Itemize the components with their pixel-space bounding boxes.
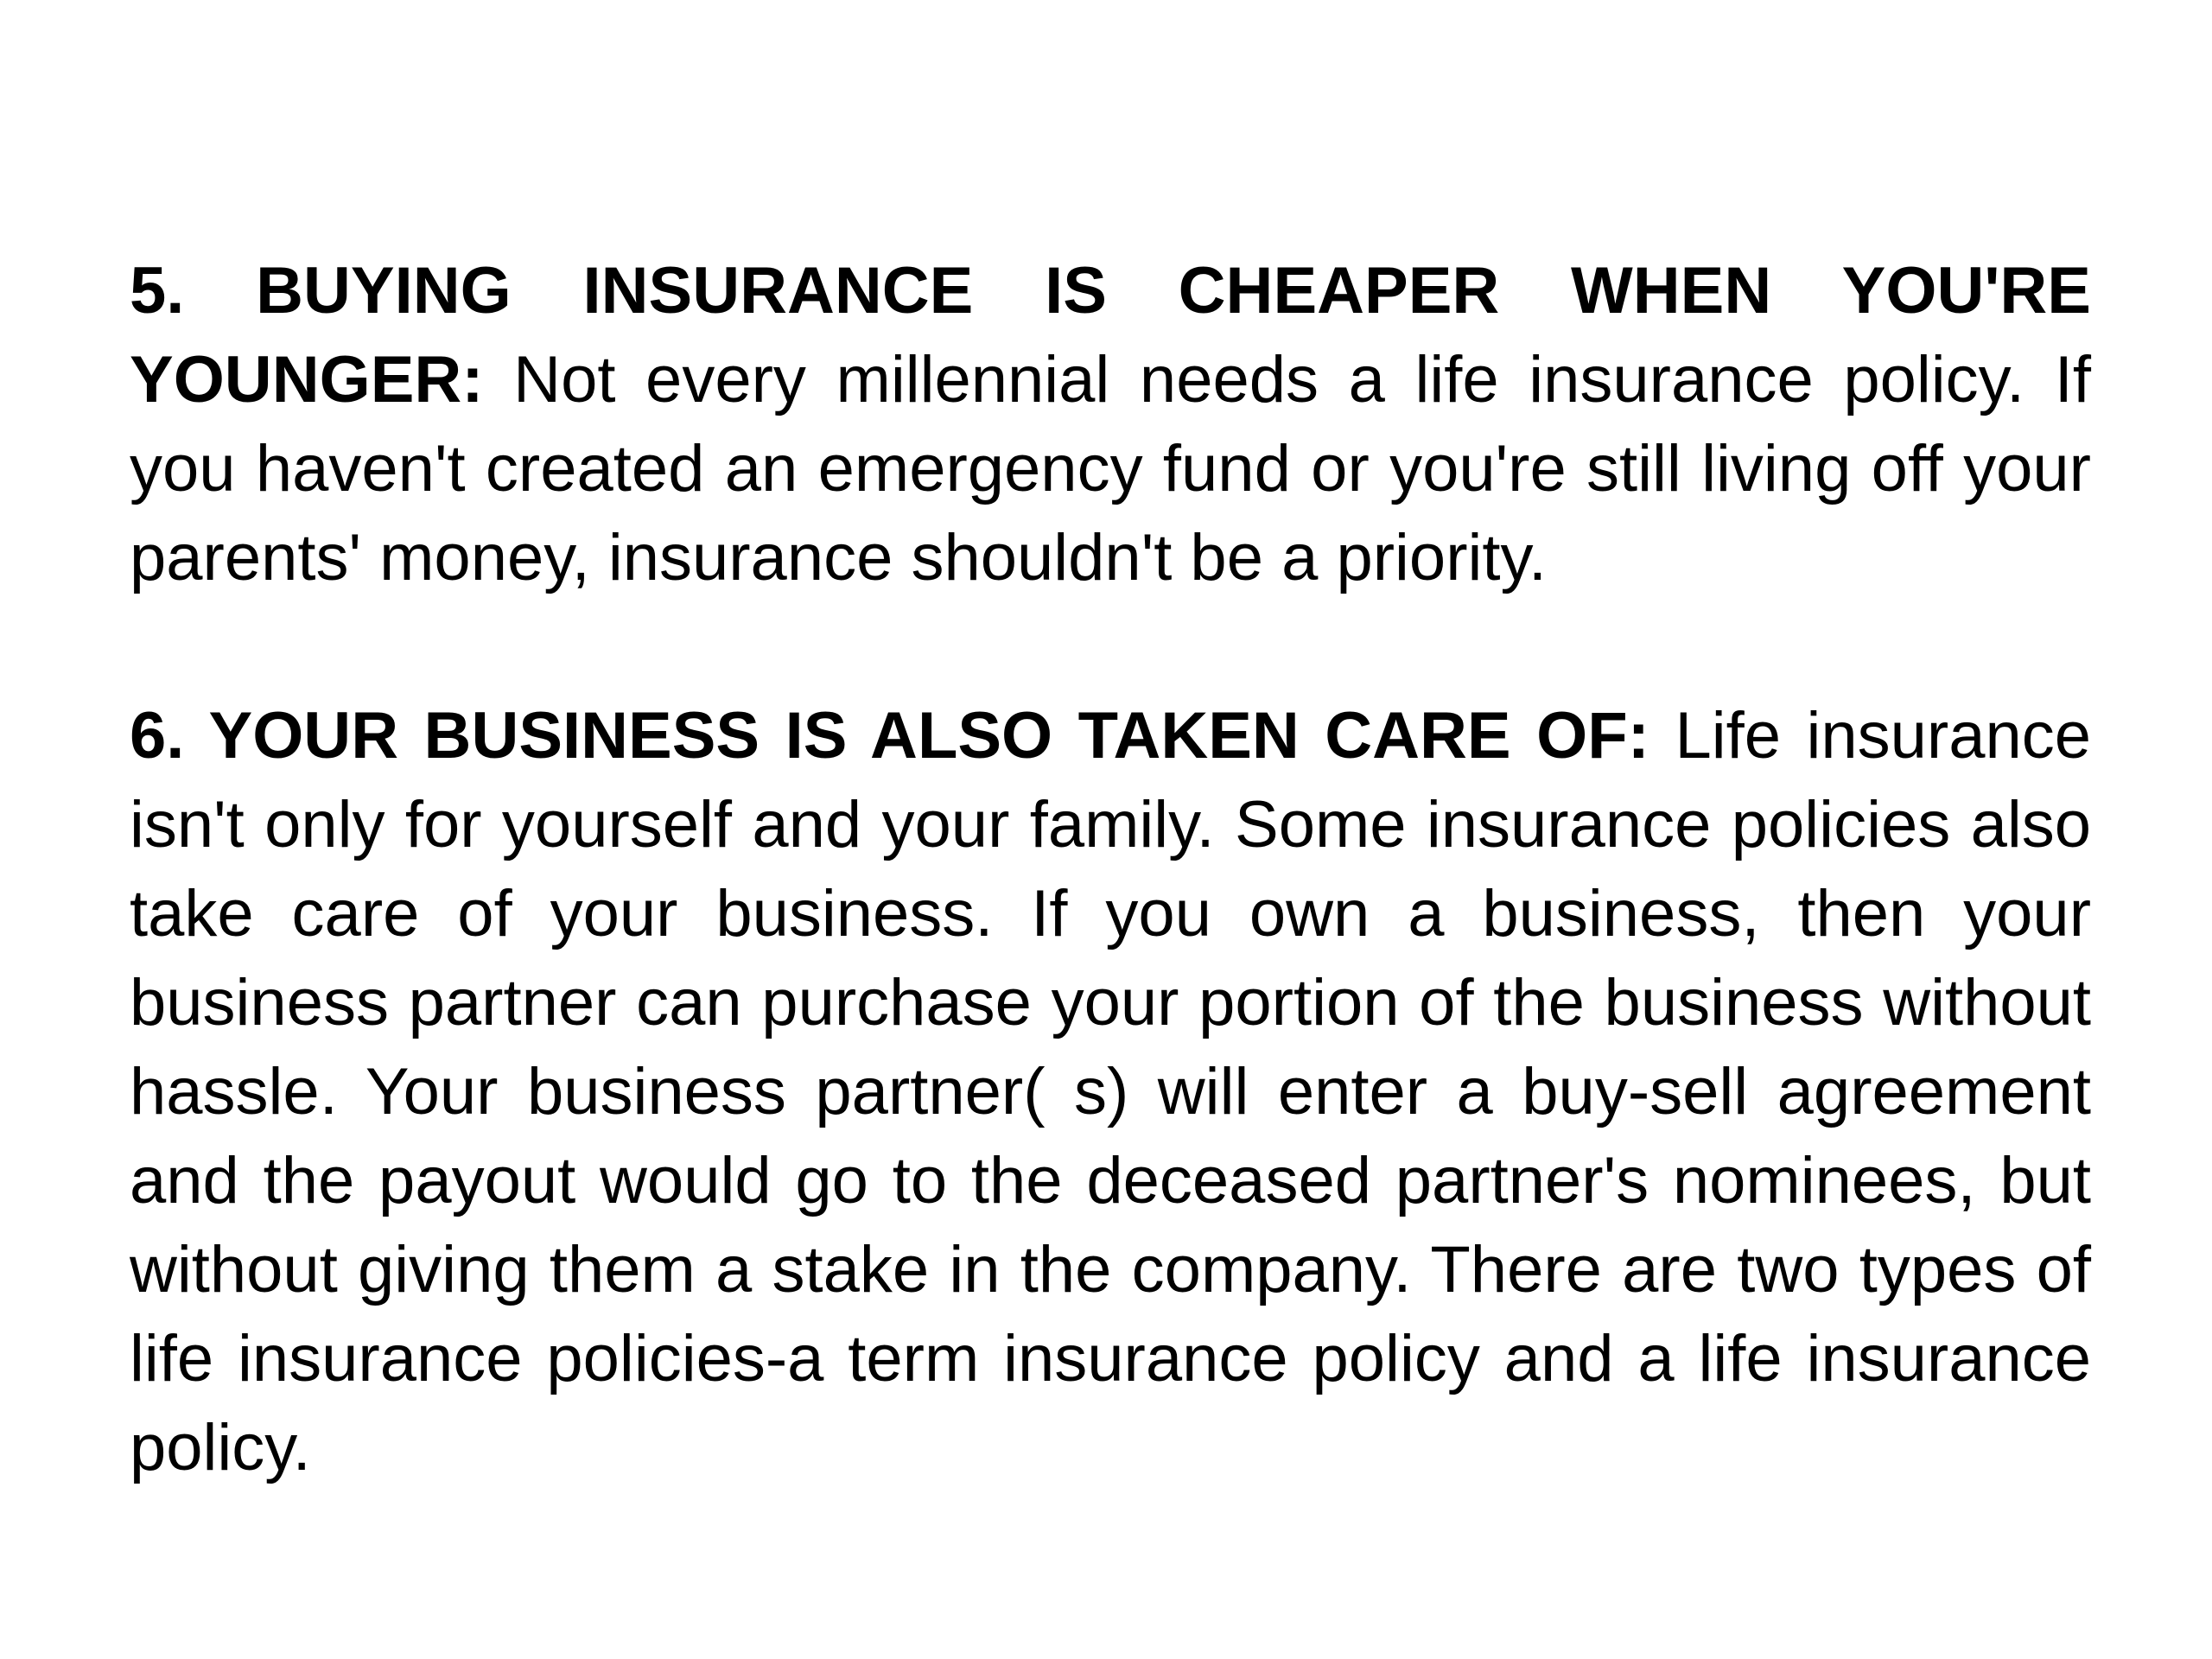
section-5-heading: 5. BUYING INSURANCE IS CHEAPER WHEN YOU'RE YOUNGER: <box>130 254 2091 416</box>
section-6-body: Life insurance isn't only for yourself and your family. Some insurance policies also take care of your business. If you own a business, then your business partner can purchase your portion of the business without hassle. Your business partner( s) will enter a buy-sell agreement and the payout would go to the deceased partner's nominees, but without giving them a stake in the company. There are two types of life insurance policies-a term insurance policy and a life insurance policy. <box>130 699 2091 1484</box>
section-5-paragraph <box>130 246 2091 602</box>
document-page <box>130 246 2091 1581</box>
section-6-paragraph <box>130 691 2091 1492</box>
section-5-body: Not every millennial needs a life insurance policy. If you haven't created an emergency fund or you're still living off your parents' money, insurance shouldn't be a priority. <box>130 343 2091 594</box>
section-6-heading: 6. YOUR BUSINESS IS ALSO TAKEN CARE OF: <box>130 699 1649 772</box>
